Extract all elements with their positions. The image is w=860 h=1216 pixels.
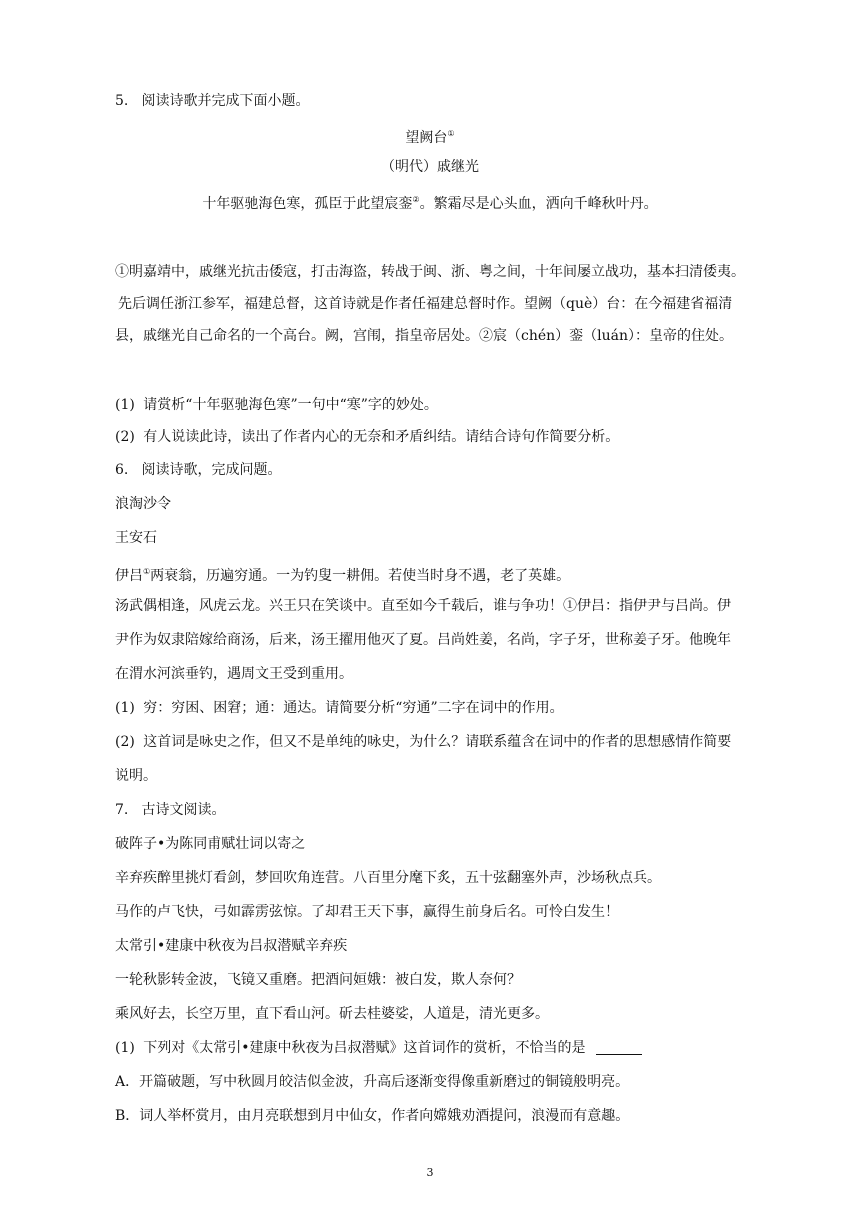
q6-sub1	[115, 698, 564, 718]
q6-line1-a: 伊吕	[115, 568, 143, 584]
q6-poem-line-3: 尹作为奴隶陪嫁给商汤，后来，汤王擢用他灭了夏。吕尚姓姜，名尚，字子牙，世称姜子牙。他晚年	[115, 632, 731, 648]
q6-sub1-number: (1)	[115, 700, 135, 716]
answer-blank[interactable]	[596, 1040, 642, 1055]
q6-heading	[115, 460, 281, 480]
q7-poem1-line-2: 马作的卢飞快，弓如霹雳弦惊。了却君王天下事，赢得生前身后名。可怜白发生！	[115, 904, 619, 920]
q5-poem-line-a: 十年驱驰海色寒，孤臣于此望宸銮	[202, 196, 413, 212]
q6-poem-line-1	[115, 562, 570, 586]
q6-poem-author: 王安石	[115, 530, 157, 546]
q5-sub1-number: (1)	[115, 397, 135, 413]
q6-number: 6.	[115, 462, 129, 478]
q6-poem-line-2: 汤武偶相逢，风虎云龙。兴王只在笑谈中。直至如今千载后，谁与争功！①伊吕：指伊尹与吕尚。伊	[115, 598, 731, 614]
q6-line1-note: ①	[143, 567, 151, 576]
q5-poem-author: （明代）戚继光	[381, 159, 479, 175]
q7-sub1-text: 下列对《太常引•建康中秋夜为吕叔潜赋》这首词作的赏析，不恰当的是	[143, 1040, 586, 1056]
q5-number: 5.	[115, 93, 129, 109]
q6-sub2-continued: 说明。	[115, 768, 157, 784]
q5-sub2	[115, 427, 619, 447]
q7-poem2-title: 太常引•建康中秋夜为吕叔潜赋辛弃疾	[115, 938, 348, 954]
q7-option-b: B．词人举杯赏月，由月亮联想到月中仙女，作者向嫦娥劝酒提问，浪漫而有意趣。	[115, 1108, 630, 1124]
q7-option-a: A．开篇破题，写中秋圆月皎洁似金波，升高后逐渐变得像重新磨过的铜镜般明亮。	[115, 1074, 630, 1090]
q5-sub1-text: 请赏析“十年驱驰海色寒”一句中“寒”字的妙处。	[143, 397, 438, 413]
q7-prompt: 古诗文阅读。	[141, 802, 226, 818]
q6-sub1-text: 穷：穷困、困窘；通：通达。请简要分析“穷通”二字在词中的作用。	[143, 700, 564, 716]
q6-prompt: 阅读诗歌，完成问题。	[141, 462, 282, 478]
q5-sub2-number: (2)	[115, 429, 135, 445]
q6-poem-line-4: 在渭水河滨垂钓，遇周文王受到重用。	[115, 666, 353, 682]
q5-heading	[115, 91, 309, 111]
q7-poem1-line-1: 辛弃疾醉里挑灯看剑，梦回吹角连营。八百里分麾下炙，五十弦翻塞外声，沙场秋点兵。	[115, 870, 661, 886]
q5-note-line-3: 县，戚继光自己命名的一个高台。阙，宫闱，指皇帝居处。②宸（chén）銮（luán）：皇帝的住处。	[115, 328, 734, 344]
q6-poem-title: 浪淘沙令	[115, 496, 171, 512]
q5-poem-title-note: ①	[447, 129, 455, 138]
page-number: 3	[426, 1166, 434, 1179]
q5-prompt: 阅读诗歌并完成下面小题。	[141, 93, 310, 109]
q5-note-line-1: ①明嘉靖中，戚继光抗击倭寇，打击海盗，转战于闽、浙、粤之间，十年间屡立战功，基本扫清倭夷。	[115, 264, 745, 280]
q6-line1-b: 两衰翁，历遍穷通。一为钓叟一耕佣。若使当时身不遇，老了英雄。	[150, 568, 571, 584]
q6-sub2	[115, 732, 731, 752]
q5-poem-title: 望阙台	[405, 130, 448, 146]
q5-poem-line	[0, 190, 860, 214]
q5-sub2-text: 有人说读此诗，读出了作者内心的无奈和矛盾纠结。请结合诗句作简要分析。	[143, 429, 620, 445]
q7-heading	[115, 800, 225, 820]
q5-poem-line-b: 。繁霜尽是心头血，洒向千峰秋叶丹。	[419, 196, 658, 212]
q6-sub2-number: (2)	[115, 734, 135, 750]
q5-poem-line-note: ②	[412, 195, 420, 204]
q7-number: 7.	[115, 802, 129, 818]
q5-sub1	[115, 395, 438, 415]
q6-sub2-text-a: 这首词是咏史之作，但又不是单纯的咏史，为什么？请联系蕴含在词中的作者的思想感情作简要	[143, 734, 732, 750]
q5-note-line-2: 先后调任浙江参军，福建总督，这首诗就是作者任福建总督时作。望阙（què）台：在今福建省福清	[118, 296, 733, 312]
q7-poem2-line-1: 一轮秋影转金波，飞镜又重磨。把酒问姮娥：被白发，欺人奈何？	[115, 972, 521, 988]
q7-poem1-title: 破阵子•为陈同甫赋壮词以寄之	[115, 836, 306, 852]
q5-poem-title-line	[0, 124, 860, 148]
q7-sub1-number: (1)	[115, 1040, 135, 1056]
q7-poem2-line-2: 乘风好去，长空万里，直下看山河。斫去桂婆娑，人道是，清光更多。	[115, 1006, 549, 1022]
q7-sub1	[115, 1038, 642, 1058]
